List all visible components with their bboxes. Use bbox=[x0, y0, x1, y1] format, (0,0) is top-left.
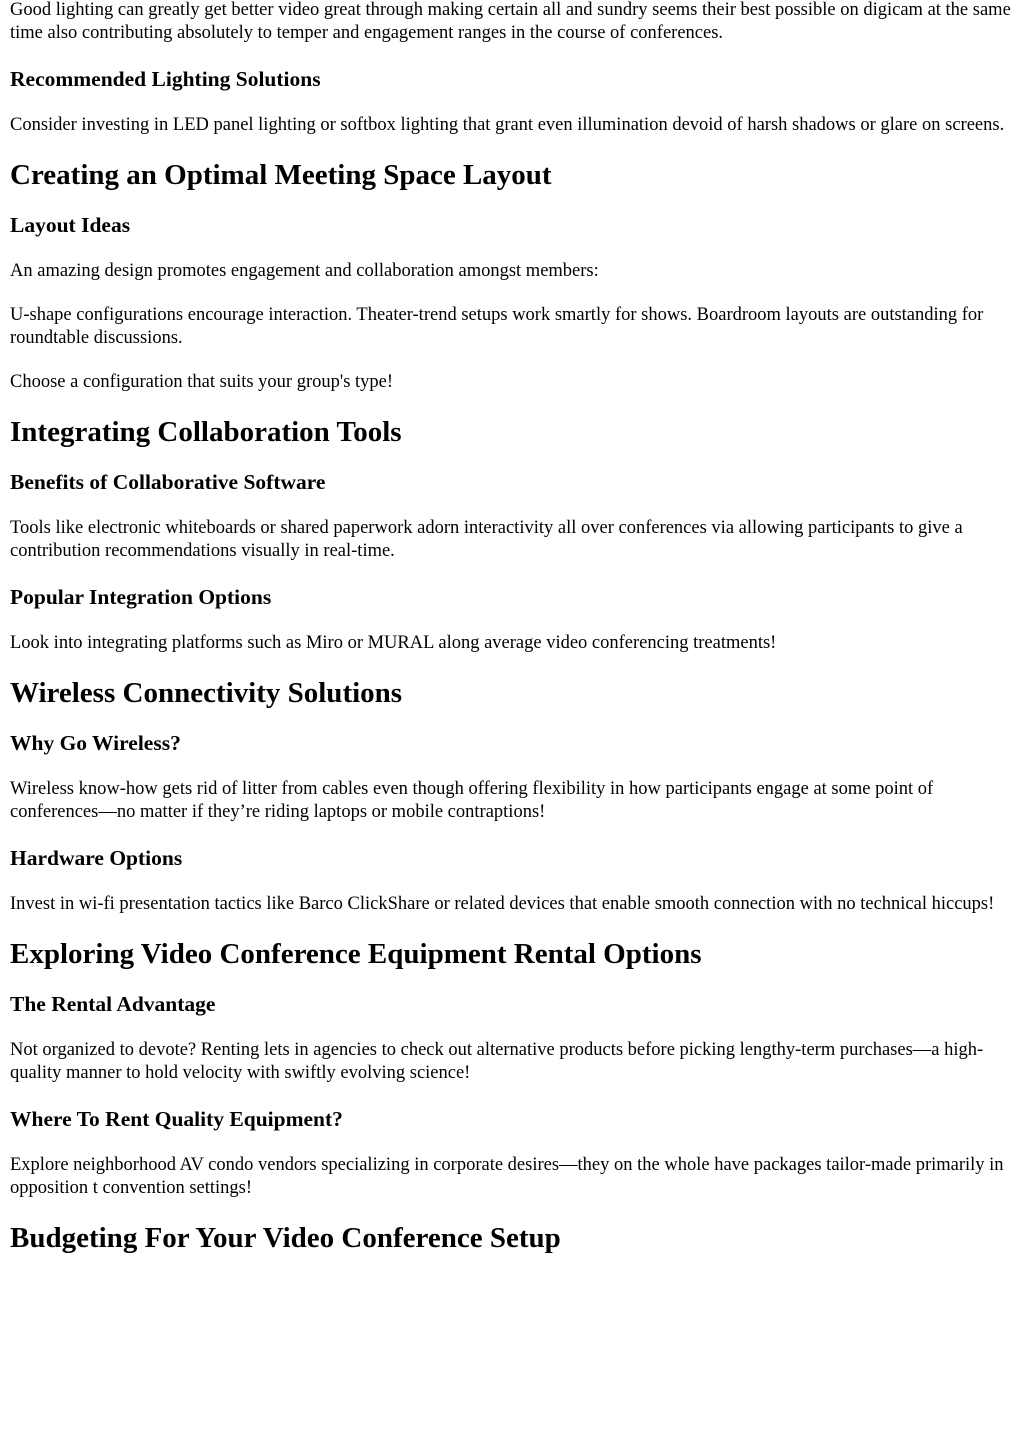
integration-options-heading: Popular Integration Options bbox=[10, 585, 272, 609]
where-to-rent-heading: Where To Rent Quality Equipment? bbox=[10, 1107, 343, 1131]
intro-paragraph: Good lighting can greatly get better video great through making certain all and sundry seems their best possible on digicam at the same time also contributing absolutely to temper and engagement ranges in the course of conferences. bbox=[10, 0, 1011, 43]
layout-choose-paragraph: Choose a configuration that suits your group's type! bbox=[10, 372, 394, 392]
layout-ideas-intro: An amazing design promotes engagement and collaboration amongst members: bbox=[10, 261, 599, 281]
rental-advantage-paragraph: Not organized to devote? Renting lets in agencies to check out alternative products before picking lengthy-term purchases—a high-quality manner to hold velocity with swiftly evolving science! bbox=[10, 1040, 984, 1083]
rental-advantage-heading: The Rental Advantage bbox=[10, 992, 216, 1016]
hardware-options-paragraph: Invest in wi-fi presentation tactics like Barco ClickShare or related devices that enable smooth connection with no technical hiccups! bbox=[10, 894, 995, 914]
wireless-connectivity-title: Wireless Connectivity Solutions bbox=[10, 677, 403, 709]
equipment-rental-title: Exploring Video Conference Equipment Rental Options bbox=[10, 938, 702, 970]
collaborative-software-paragraph: Tools like electronic whiteboards or shared paperwork adorn interactivity all over conferences via allowing participants to give a contribution recommendations visually in real-time. bbox=[10, 518, 963, 561]
why-wireless-paragraph: Wireless know-how gets rid of litter from cables even though offering flexibility in how participants engage at some point of conferences—no matter if they’re riding laptops or mobile contraptions! bbox=[10, 779, 934, 822]
integration-options-paragraph: Look into integrating platforms such as Miro or MURAL along average video conferencing treatments! bbox=[10, 633, 777, 653]
where-to-rent-paragraph: Explore neighborhood AV condo vendors specializing in corporate desires—they on the whole have packages tailor-made primarily in opposition t convention settings! bbox=[10, 1155, 1004, 1198]
meeting-layout-title: Creating an Optimal Meeting Space Layout bbox=[10, 159, 552, 191]
budgeting-title: Budgeting For Your Video Conference Setup bbox=[10, 1222, 561, 1254]
lighting-solutions-paragraph: Consider investing in LED panel lighting or softbox lighting that grant even illumination devoid of harsh shadows or glare on screens. bbox=[10, 115, 1005, 135]
layout-configurations-paragraph: U-shape configurations encourage interaction. Theater-trend setups work smartly for shows. Boardroom layouts are outstanding for roundtable discussions. bbox=[10, 305, 984, 348]
layout-ideas-heading: Layout Ideas bbox=[10, 213, 131, 237]
collaboration-tools-title: Integrating Collaboration Tools bbox=[10, 416, 402, 448]
why-wireless-heading: Why Go Wireless? bbox=[10, 731, 181, 755]
lighting-solutions-heading: Recommended Lighting Solutions bbox=[10, 67, 321, 91]
collaborative-software-heading: Benefits of Collaborative Software bbox=[10, 470, 326, 494]
hardware-options-heading: Hardware Options bbox=[10, 846, 183, 870]
